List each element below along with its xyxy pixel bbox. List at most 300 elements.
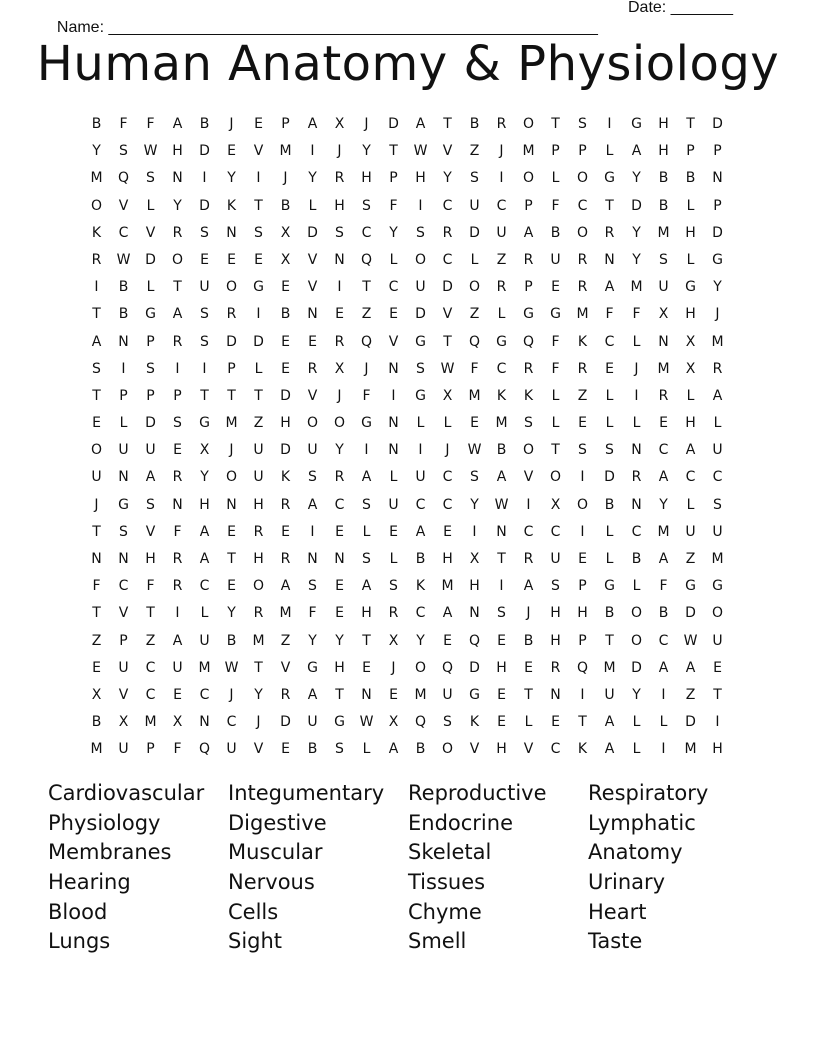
grid-letter: L [605, 523, 614, 540]
grid-letter: N [334, 251, 345, 268]
grid-letter: Q [522, 333, 535, 350]
grid-letter: L [659, 714, 668, 731]
grid-letter: G [604, 578, 615, 595]
word-item: Membranes [48, 840, 172, 865]
grid-letter: Q [198, 741, 211, 758]
grid-letter: X [280, 251, 291, 268]
grid-letter: U [685, 523, 696, 540]
grid-letter: V [118, 197, 129, 214]
grid-letter: L [497, 306, 506, 323]
grid-letter: D [631, 659, 642, 676]
grid-letter: V [469, 741, 480, 758]
grid-row [83, 573, 733, 600]
grid-letter: L [389, 251, 398, 268]
grid-letter: Q [360, 333, 373, 350]
grid-letter: T [578, 714, 587, 731]
grid-letter: G [199, 415, 210, 432]
grid-letter: A [604, 714, 615, 731]
grid-letter: X [118, 714, 129, 731]
grid-letter: J [391, 659, 396, 676]
grid-letter: U [469, 197, 480, 214]
grid-letter: R [253, 523, 264, 540]
grid-letter: S [416, 224, 425, 241]
grid-letter: S [524, 415, 533, 432]
grid-letter: X [334, 360, 345, 377]
grid-letter: O [576, 224, 589, 241]
grid-letter: I [391, 387, 396, 404]
word-item: Sight [228, 929, 283, 954]
grid-letter: R [496, 116, 507, 132]
grid-letter: U [145, 442, 156, 459]
grid-letter: H [361, 170, 372, 187]
grid-letter: K [226, 197, 237, 214]
grid-letter: O [306, 415, 319, 432]
grid-letter: S [146, 360, 155, 377]
word-item: Lungs [48, 929, 111, 954]
grid-letter: L [686, 251, 695, 268]
grid-letter: N [631, 442, 642, 459]
grid-letter: S [389, 578, 398, 595]
grid-letter: D [712, 116, 723, 132]
grid-letter: J [634, 360, 639, 377]
grid-letter: I [337, 279, 342, 296]
grid-letter: O [711, 605, 724, 622]
grid-letter: M [684, 741, 697, 758]
grid-letter: C [523, 523, 534, 540]
grid-letter: A [496, 469, 507, 486]
grid-letter: S [362, 496, 371, 513]
grid-letter: M [711, 551, 724, 567]
grid-letter: G [415, 333, 426, 350]
grid-letter: Z [469, 306, 480, 323]
grid-letter: D [226, 333, 237, 350]
grid-letter: B [604, 605, 615, 622]
grid-letter: P [173, 387, 182, 404]
grid-letter: G [712, 578, 723, 595]
grid-letter: C [658, 632, 669, 649]
grid-letter: N [307, 306, 318, 323]
grid-letter: V [253, 143, 264, 160]
grid-letter: I [580, 469, 585, 486]
grid-letter: P [578, 143, 587, 160]
grid-letter: Z [685, 686, 696, 703]
grid-letter: G [712, 251, 723, 268]
grid-letter: B [91, 116, 102, 132]
grid-letter: A [523, 224, 534, 241]
word-item: Taste [588, 929, 643, 954]
grid-letter: E [308, 333, 317, 350]
grid-letter: U [712, 442, 723, 459]
grid-letter: T [686, 116, 695, 132]
grid-letter: U [415, 279, 426, 296]
grid-letter: M [630, 279, 643, 296]
grid-letter: E [335, 306, 344, 323]
grid-letter: S [659, 251, 668, 268]
grid-letter: R [523, 360, 534, 377]
grid-letter: U [307, 442, 318, 459]
grid-letter: D [199, 143, 210, 160]
grid-letter: S [200, 306, 209, 323]
grid-letter: U [388, 496, 399, 513]
grid-letter: I [580, 686, 585, 703]
grid-letter: C [199, 686, 210, 703]
grid-letter: H [253, 551, 264, 567]
grid-letter: X [91, 686, 102, 703]
grid-letter: Y [227, 170, 236, 187]
grid-letter: H [550, 632, 561, 649]
grid-letter: R [334, 469, 345, 486]
grid-letter: M [603, 659, 616, 676]
grid-letter: D [280, 387, 291, 404]
grid-letter: N [550, 686, 561, 703]
grid-letter: I [121, 360, 126, 377]
grid-letter: X [388, 632, 399, 649]
grid-letter: E [389, 686, 398, 703]
grid-letter: X [388, 714, 399, 731]
grid-letter: M [279, 143, 292, 160]
grid-letter: B [469, 116, 480, 132]
word-list [48, 779, 768, 957]
grid-letter: G [523, 306, 534, 323]
grid-letter: L [146, 279, 155, 296]
grid-letter: D [604, 469, 615, 486]
date-field: Date: _______ [628, 0, 733, 16]
grid-letter: T [173, 279, 182, 296]
grid-letter: B [226, 632, 237, 649]
grid-letter: E [92, 659, 101, 676]
grid-letter: T [443, 116, 452, 132]
grid-letter: I [526, 496, 531, 513]
grid-letter: B [280, 306, 291, 323]
grid-letter: S [119, 143, 128, 160]
grid-letter: T [254, 387, 263, 404]
grid-letter: N [118, 333, 129, 350]
grid-letter: D [469, 224, 480, 241]
grid-letter: M [711, 333, 724, 350]
grid-letter: R [172, 551, 183, 567]
grid-letter: K [523, 387, 534, 404]
name-field: Name: _______________________________________________________ [56, 19, 598, 36]
grid-letter: E [227, 578, 236, 595]
grid-letter: R [253, 605, 264, 622]
grid-letter: Q [468, 333, 481, 350]
grid-letter: O [225, 279, 238, 296]
grid-letter: G [361, 415, 372, 432]
grid-letter: Q [468, 632, 481, 649]
grid-letter: O [171, 251, 184, 268]
grid-letter: L [389, 551, 398, 567]
grid-letter: R [442, 224, 453, 241]
grid-letter: B [631, 551, 642, 567]
grid-letter: O [333, 415, 346, 432]
grid-letter: T [92, 387, 101, 404]
grid-letter: A [307, 496, 318, 513]
grid-letter: L [605, 387, 614, 404]
grid-letter: V [145, 523, 156, 540]
grid-letter: R [523, 251, 534, 268]
grid-letter: X [334, 116, 345, 132]
grid-letter: O [252, 578, 265, 595]
grid-letter: Z [91, 632, 102, 649]
grid-letter: T [362, 279, 371, 296]
grid-row [83, 464, 733, 491]
grid-letter: H [658, 143, 669, 160]
grid-letter: C [496, 360, 507, 377]
grid-letter: R [172, 578, 183, 595]
grid-letter: A [712, 387, 723, 404]
word-item: Urinary [588, 870, 666, 895]
grid-letter: A [172, 306, 183, 323]
grid-letter: O [90, 197, 103, 214]
grid-letter: G [307, 659, 318, 676]
grid-letter: L [713, 415, 722, 432]
grid-letter: I [715, 714, 720, 731]
grid-letter: C [145, 659, 156, 676]
grid-row [83, 301, 733, 328]
grid-letter: L [632, 714, 641, 731]
grid-letter: R [307, 360, 318, 377]
grid-letter: G [253, 279, 264, 296]
grid-letter: G [118, 496, 129, 513]
grid-letter: S [578, 116, 587, 132]
grid-letter: G [145, 306, 156, 323]
grid-letter: W [359, 714, 374, 731]
grid-letter: P [119, 632, 128, 649]
grid-letter: Z [685, 551, 696, 567]
grid-row [83, 736, 733, 763]
grid-letter: C [361, 224, 372, 241]
grid-letter: U [226, 741, 237, 758]
grid-letter: Z [361, 306, 372, 323]
grid-letter: E [578, 551, 587, 567]
grid-letter: S [308, 578, 317, 595]
word-item: Integumentary [228, 781, 385, 805]
grid-letter: B [685, 170, 696, 187]
grid-letter: J [364, 116, 369, 132]
grid-letter: J [445, 442, 450, 459]
grid-letter: U [415, 469, 426, 486]
grid-letter: E [281, 279, 290, 296]
grid-letter: B [658, 170, 669, 187]
grid-letter: X [199, 442, 210, 459]
grid-letter: E [335, 605, 344, 622]
grid-row [83, 519, 733, 546]
grid-letter: R [631, 469, 642, 486]
grid-letter: M [576, 306, 589, 323]
grid-letter: L [389, 469, 398, 486]
grid-letter: V [442, 143, 453, 160]
grid-letter: B [550, 224, 561, 241]
grid-letter: C [442, 469, 453, 486]
grid-letter: U [253, 442, 264, 459]
grid-letter: O [522, 170, 535, 187]
grid-letter: F [632, 306, 641, 323]
grid-letter: L [470, 251, 479, 268]
grid-letter: E [497, 632, 506, 649]
grid-letter: Y [632, 686, 641, 703]
grid-letter: U [118, 741, 129, 758]
grid-row [83, 356, 733, 383]
grid-letter: N [118, 551, 129, 567]
word-item: Cells [228, 899, 279, 924]
grid-letter: Z [253, 415, 264, 432]
grid-letter: C [118, 578, 129, 595]
grid-letter: H [496, 659, 507, 676]
grid-letter: S [308, 469, 317, 486]
grid-letter: D [280, 714, 291, 731]
grid-letter: F [119, 116, 128, 132]
grid-letter: E [281, 333, 290, 350]
grid-letter: C [415, 605, 426, 622]
grid-letter: D [442, 279, 453, 296]
grid-letter: H [361, 605, 372, 622]
grid-letter: Y [335, 632, 344, 649]
grid-letter: U [172, 659, 183, 676]
grid-letter: J [715, 306, 720, 323]
grid-letter: A [199, 551, 210, 567]
grid-letter: U [307, 714, 318, 731]
grid-letter: S [713, 496, 722, 513]
grid-letter: U [712, 632, 723, 649]
grid-letter: B [415, 741, 426, 758]
grid-letter: T [497, 551, 506, 567]
grid-letter: I [472, 523, 477, 540]
grid-letter: S [146, 496, 155, 513]
grid-letter: Z [469, 143, 480, 160]
grid-letter: Y [713, 279, 722, 296]
grid-letter: F [146, 116, 155, 132]
grid-letter: T [362, 632, 371, 649]
grid-letter: E [254, 116, 263, 132]
grid-letter: G [469, 686, 480, 703]
grid-letter: F [173, 741, 182, 758]
grid-letter: D [631, 197, 642, 214]
grid-letter: A [415, 523, 426, 540]
grid-row [83, 410, 733, 437]
grid-letter: I [499, 578, 504, 595]
grid-letter: E [227, 251, 236, 268]
grid-letter: F [308, 605, 317, 622]
grid-letter: A [307, 116, 318, 132]
grid-letter: D [712, 224, 723, 241]
grid-letter: L [686, 197, 695, 214]
grid-letter: S [497, 605, 506, 622]
grid-letter: Y [389, 224, 398, 241]
grid-letter: N [388, 360, 399, 377]
grid-letter: T [92, 523, 101, 540]
grid-letter: N [226, 496, 237, 513]
grid-letter: O [90, 442, 103, 459]
grid-letter: V [523, 741, 534, 758]
grid-letter: A [604, 279, 615, 296]
grid-letter: L [686, 496, 695, 513]
grid-letter: O [225, 469, 238, 486]
grid-letter: O [468, 279, 481, 296]
grid-letter: B [199, 116, 210, 132]
grid-letter: F [470, 360, 479, 377]
grid-letter: M [468, 387, 481, 404]
grid-letter: H [172, 143, 183, 160]
grid-letter: O [441, 741, 454, 758]
grid-letter: M [225, 415, 238, 432]
grid-letter: N [361, 686, 372, 703]
grid-letter: E [659, 415, 668, 432]
grid-letter: K [577, 741, 588, 758]
grid-letter: O [522, 442, 535, 459]
grid-letter: Z [280, 632, 291, 649]
grid-letter: J [526, 605, 531, 622]
grid-letter: Y [632, 170, 641, 187]
grid-letter: T [605, 197, 614, 214]
grid-letter: T [227, 387, 236, 404]
grid-letter: R [280, 496, 291, 513]
grid-letter: A [172, 116, 183, 132]
grid-letter: T [335, 686, 344, 703]
grid-letter: Y [470, 496, 479, 513]
grid-letter: P [146, 333, 155, 350]
grid-row [83, 111, 733, 138]
grid-letter: M [414, 686, 427, 703]
grid-letter: J [94, 496, 99, 513]
grid-letter: T [227, 551, 236, 567]
grid-letter: A [685, 659, 696, 676]
grid-letter: D [199, 197, 210, 214]
grid-letter: E [92, 415, 101, 432]
grid-letter: O [576, 170, 589, 187]
grid-row [83, 193, 733, 220]
grid-letter: I [202, 170, 207, 187]
grid-letter: I [256, 306, 261, 323]
grid-letter: E [443, 523, 452, 540]
grid-letter: T [443, 333, 452, 350]
grid-letter: W [116, 251, 131, 268]
grid-letter: R [550, 659, 561, 676]
grid-letter: K [577, 333, 588, 350]
grid-letter: A [523, 578, 534, 595]
word-list-row [48, 868, 768, 898]
grid-letter: N [172, 170, 183, 187]
grid-letter: J [229, 116, 234, 132]
grid-letter: P [281, 116, 290, 132]
grid-letter: R [334, 170, 345, 187]
grid-letter: I [175, 360, 180, 377]
grid-letter: M [90, 170, 103, 187]
grid-letter: T [254, 659, 263, 676]
grid-letter: B [118, 279, 129, 296]
grid-letter: H [658, 116, 669, 132]
grid-letter: B [280, 197, 291, 214]
grid-letter: H [334, 659, 345, 676]
grid-letter: S [578, 442, 587, 459]
grid-letter: S [254, 224, 263, 241]
grid-letter: E [605, 360, 614, 377]
grid-letter: O [630, 605, 643, 622]
grid-letter: Y [632, 224, 641, 241]
grid-letter: I [364, 442, 369, 459]
grid-letter: C [577, 197, 588, 214]
grid-letter: U [604, 686, 615, 703]
grid-letter: G [631, 116, 642, 132]
grid-row [83, 628, 733, 655]
grid-letter: D [469, 659, 480, 676]
grid-letter: A [388, 741, 399, 758]
grid-letter: E [497, 686, 506, 703]
grid-letter: A [307, 686, 318, 703]
grid-letter: U [658, 279, 669, 296]
grid-letter: X [685, 333, 696, 350]
grid-letter: M [657, 224, 670, 241]
grid-letter: I [607, 116, 612, 132]
